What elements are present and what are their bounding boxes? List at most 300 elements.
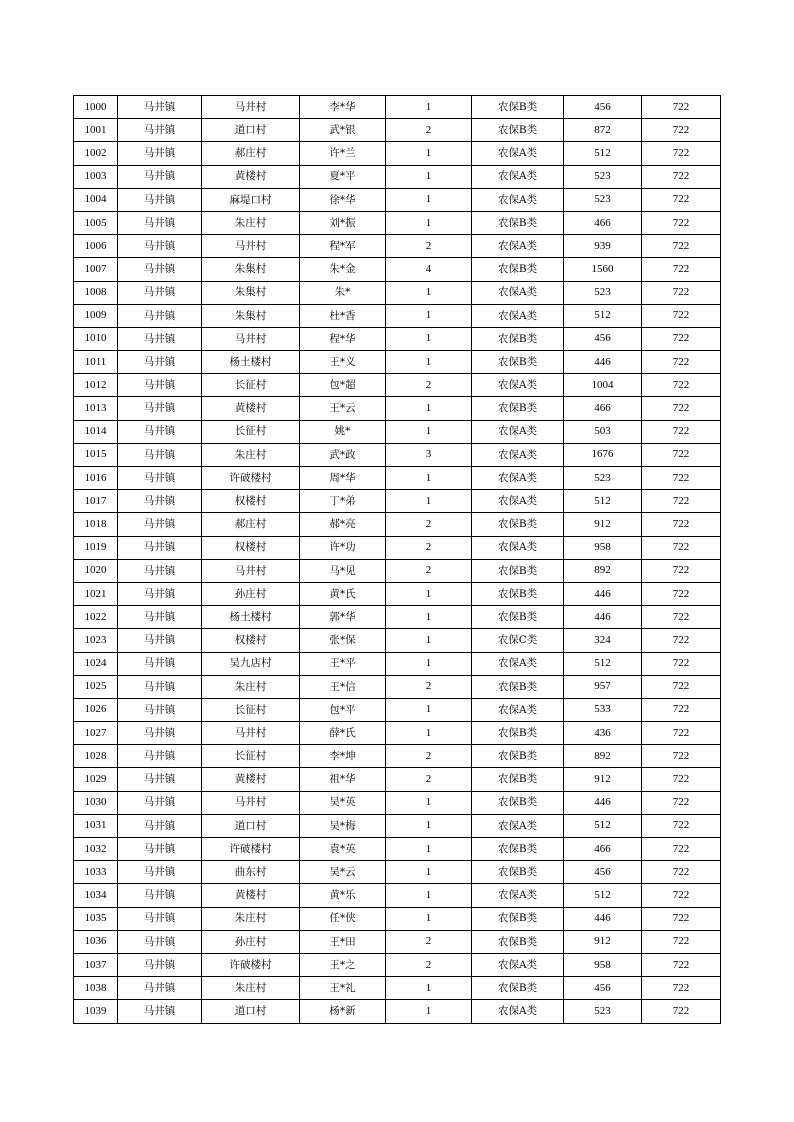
name-cell: 王*礼 [300, 977, 386, 1000]
town-cell: 马井镇 [118, 467, 202, 490]
row-id-cell: 1004 [74, 188, 118, 211]
standard-cell: 722 [642, 768, 721, 791]
category-cell: 农保B类 [472, 211, 564, 234]
village-cell: 杨土楼村 [202, 606, 300, 629]
village-cell: 孙庄村 [202, 930, 300, 953]
category-cell: 农保B类 [472, 768, 564, 791]
row-id-cell: 1012 [74, 374, 118, 397]
town-cell: 马井镇 [118, 420, 202, 443]
town-cell: 马井镇 [118, 188, 202, 211]
amount-cell: 523 [564, 188, 642, 211]
row-id-cell: 1002 [74, 142, 118, 165]
amount-cell: 324 [564, 629, 642, 652]
name-cell: 杨*新 [300, 1000, 386, 1023]
standard-cell: 722 [642, 119, 721, 142]
table-row [74, 443, 721, 466]
table-row [74, 652, 721, 675]
name-cell: 黄*乐 [300, 884, 386, 907]
amount-cell: 446 [564, 582, 642, 605]
name-cell: 薛*氏 [300, 722, 386, 745]
household-count-cell: 2 [386, 119, 472, 142]
category-cell: 农保A类 [472, 490, 564, 513]
village-cell: 黄楼村 [202, 884, 300, 907]
category-cell: 农保B类 [472, 606, 564, 629]
row-id-cell: 1009 [74, 304, 118, 327]
standard-cell: 722 [642, 722, 721, 745]
category-cell: 农保A类 [472, 652, 564, 675]
category-cell: 农保A类 [472, 536, 564, 559]
name-cell: 刘*振 [300, 211, 386, 234]
amount-cell: 912 [564, 768, 642, 791]
standard-cell: 722 [642, 235, 721, 258]
standard-cell: 722 [642, 420, 721, 443]
household-count-cell: 1 [386, 142, 472, 165]
name-cell: 朱* [300, 281, 386, 304]
table-row [74, 235, 721, 258]
name-cell: 徐*华 [300, 188, 386, 211]
category-cell: 农保A类 [472, 953, 564, 976]
category-cell: 农保B类 [472, 351, 564, 374]
standard-cell: 722 [642, 513, 721, 536]
standard-cell: 722 [642, 96, 721, 119]
row-id-cell: 1007 [74, 258, 118, 281]
standard-cell: 722 [642, 142, 721, 165]
row-id-cell: 1021 [74, 582, 118, 605]
standard-cell: 722 [642, 745, 721, 768]
row-id-cell: 1001 [74, 119, 118, 142]
town-cell: 马井镇 [118, 165, 202, 188]
household-count-cell: 2 [386, 513, 472, 536]
row-id-cell: 1020 [74, 559, 118, 582]
amount-cell: 939 [564, 235, 642, 258]
row-id-cell: 1032 [74, 838, 118, 861]
village-cell: 权楼村 [202, 490, 300, 513]
village-cell: 长征村 [202, 745, 300, 768]
row-id-cell: 1039 [74, 1000, 118, 1023]
town-cell: 马井镇 [118, 861, 202, 884]
town-cell: 马井镇 [118, 838, 202, 861]
village-cell: 麻堤口村 [202, 188, 300, 211]
village-cell: 朱集村 [202, 281, 300, 304]
village-cell: 朱庄村 [202, 211, 300, 234]
amount-cell: 466 [564, 838, 642, 861]
village-cell: 马井村 [202, 235, 300, 258]
category-cell: 农保B类 [472, 327, 564, 350]
table-row [74, 791, 721, 814]
row-id-cell: 1033 [74, 861, 118, 884]
standard-cell: 722 [642, 930, 721, 953]
standard-cell: 722 [642, 977, 721, 1000]
name-cell: 丁*弟 [300, 490, 386, 513]
name-cell: 张*保 [300, 629, 386, 652]
village-cell: 朱庄村 [202, 675, 300, 698]
household-count-cell: 2 [386, 745, 472, 768]
category-cell: 农保A类 [472, 281, 564, 304]
table-row [74, 884, 721, 907]
standard-cell: 722 [642, 791, 721, 814]
row-id-cell: 1026 [74, 698, 118, 721]
amount-cell: 892 [564, 745, 642, 768]
row-id-cell: 1028 [74, 745, 118, 768]
name-cell: 吴*云 [300, 861, 386, 884]
name-cell: 王*之 [300, 953, 386, 976]
village-cell: 道口村 [202, 814, 300, 837]
town-cell: 马井镇 [118, 235, 202, 258]
village-cell: 黄楼村 [202, 165, 300, 188]
table-row [74, 374, 721, 397]
category-cell: 农保B类 [472, 96, 564, 119]
amount-cell: 1560 [564, 258, 642, 281]
table-row [74, 629, 721, 652]
category-cell: 农保B类 [472, 907, 564, 930]
table-row [74, 513, 721, 536]
name-cell: 程*军 [300, 235, 386, 258]
records-table [73, 95, 721, 1024]
amount-cell: 957 [564, 675, 642, 698]
category-cell: 农保B类 [472, 582, 564, 605]
town-cell: 马井镇 [118, 536, 202, 559]
name-cell: 郝*亮 [300, 513, 386, 536]
village-cell: 郝庄村 [202, 513, 300, 536]
amount-cell: 512 [564, 142, 642, 165]
household-count-cell: 1 [386, 1000, 472, 1023]
amount-cell: 446 [564, 351, 642, 374]
name-cell: 王*平 [300, 652, 386, 675]
amount-cell: 466 [564, 397, 642, 420]
standard-cell: 722 [642, 1000, 721, 1023]
village-cell: 马井村 [202, 559, 300, 582]
household-count-cell: 1 [386, 281, 472, 304]
table-row [74, 165, 721, 188]
household-count-cell: 1 [386, 397, 472, 420]
standard-cell: 722 [642, 606, 721, 629]
category-cell: 农保B类 [472, 838, 564, 861]
amount-cell: 446 [564, 791, 642, 814]
row-id-cell: 1016 [74, 467, 118, 490]
standard-cell: 722 [642, 838, 721, 861]
village-cell: 黄楼村 [202, 397, 300, 420]
name-cell: 李*坤 [300, 745, 386, 768]
amount-cell: 523 [564, 467, 642, 490]
household-count-cell: 1 [386, 698, 472, 721]
category-cell: 农保B类 [472, 119, 564, 142]
village-cell: 马井村 [202, 722, 300, 745]
town-cell: 马井镇 [118, 443, 202, 466]
name-cell: 祖*华 [300, 768, 386, 791]
household-count-cell: 1 [386, 327, 472, 350]
town-cell: 马井镇 [118, 304, 202, 327]
name-cell: 李*华 [300, 96, 386, 119]
table-row [74, 582, 721, 605]
name-cell: 姚* [300, 420, 386, 443]
village-cell: 朱集村 [202, 304, 300, 327]
amount-cell: 1004 [564, 374, 642, 397]
standard-cell: 722 [642, 211, 721, 234]
town-cell: 马井镇 [118, 722, 202, 745]
town-cell: 马井镇 [118, 606, 202, 629]
name-cell: 黄*氏 [300, 582, 386, 605]
table-row [74, 698, 721, 721]
row-id-cell: 1015 [74, 443, 118, 466]
table-row [74, 722, 721, 745]
amount-cell: 1676 [564, 443, 642, 466]
household-count-cell: 1 [386, 165, 472, 188]
town-cell: 马井镇 [118, 745, 202, 768]
row-id-cell: 1014 [74, 420, 118, 443]
household-count-cell: 2 [386, 559, 472, 582]
household-count-cell: 2 [386, 930, 472, 953]
standard-cell: 722 [642, 374, 721, 397]
household-count-cell: 1 [386, 96, 472, 119]
name-cell: 马*见 [300, 559, 386, 582]
town-cell: 马井镇 [118, 884, 202, 907]
row-id-cell: 1000 [74, 96, 118, 119]
category-cell: 农保A类 [472, 698, 564, 721]
row-id-cell: 1005 [74, 211, 118, 234]
standard-cell: 722 [642, 861, 721, 884]
village-cell: 道口村 [202, 1000, 300, 1023]
table-body [74, 96, 721, 1024]
category-cell: 农保A类 [472, 235, 564, 258]
category-cell: 农保B类 [472, 559, 564, 582]
category-cell: 农保B类 [472, 930, 564, 953]
town-cell: 马井镇 [118, 930, 202, 953]
row-id-cell: 1030 [74, 791, 118, 814]
standard-cell: 722 [642, 907, 721, 930]
household-count-cell: 3 [386, 443, 472, 466]
table-row [74, 467, 721, 490]
category-cell: 农保A类 [472, 165, 564, 188]
category-cell: 农保A类 [472, 443, 564, 466]
row-id-cell: 1031 [74, 814, 118, 837]
village-cell: 黄楼村 [202, 768, 300, 791]
name-cell: 吴*英 [300, 791, 386, 814]
amount-cell: 523 [564, 165, 642, 188]
amount-cell: 958 [564, 953, 642, 976]
household-count-cell: 1 [386, 861, 472, 884]
table-row [74, 420, 721, 443]
standard-cell: 722 [642, 652, 721, 675]
name-cell: 王*田 [300, 930, 386, 953]
village-cell: 朱庄村 [202, 907, 300, 930]
amount-cell: 958 [564, 536, 642, 559]
village-cell: 杨土楼村 [202, 351, 300, 374]
village-cell: 长征村 [202, 420, 300, 443]
name-cell: 程*华 [300, 327, 386, 350]
household-count-cell: 1 [386, 304, 472, 327]
town-cell: 马井镇 [118, 698, 202, 721]
village-cell: 孙庄村 [202, 582, 300, 605]
village-cell: 曲东村 [202, 861, 300, 884]
category-cell: 农保B类 [472, 861, 564, 884]
standard-cell: 722 [642, 582, 721, 605]
table-row [74, 304, 721, 327]
standard-cell: 722 [642, 188, 721, 211]
standard-cell: 722 [642, 559, 721, 582]
standard-cell: 722 [642, 629, 721, 652]
household-count-cell: 1 [386, 582, 472, 605]
name-cell: 任*侠 [300, 907, 386, 930]
town-cell: 马井镇 [118, 907, 202, 930]
row-id-cell: 1019 [74, 536, 118, 559]
row-id-cell: 1029 [74, 768, 118, 791]
village-cell: 吴九店村 [202, 652, 300, 675]
amount-cell: 456 [564, 977, 642, 1000]
category-cell: 农保A类 [472, 188, 564, 211]
category-cell: 农保B类 [472, 258, 564, 281]
table-row [74, 119, 721, 142]
amount-cell: 892 [564, 559, 642, 582]
row-id-cell: 1035 [74, 907, 118, 930]
town-cell: 马井镇 [118, 629, 202, 652]
household-count-cell: 1 [386, 420, 472, 443]
household-count-cell: 1 [386, 814, 472, 837]
name-cell: 袁*英 [300, 838, 386, 861]
row-id-cell: 1018 [74, 513, 118, 536]
row-id-cell: 1034 [74, 884, 118, 907]
household-count-cell: 2 [386, 374, 472, 397]
row-id-cell: 1010 [74, 327, 118, 350]
amount-cell: 466 [564, 211, 642, 234]
table-row [74, 281, 721, 304]
category-cell: 农保B类 [472, 791, 564, 814]
standard-cell: 722 [642, 351, 721, 374]
village-cell: 朱庄村 [202, 443, 300, 466]
village-cell: 朱庄村 [202, 977, 300, 1000]
table-row [74, 838, 721, 861]
village-cell: 权楼村 [202, 629, 300, 652]
standard-cell: 722 [642, 698, 721, 721]
standard-cell: 722 [642, 443, 721, 466]
name-cell: 杜*香 [300, 304, 386, 327]
town-cell: 马井镇 [118, 119, 202, 142]
name-cell: 王*信 [300, 675, 386, 698]
household-count-cell: 1 [386, 629, 472, 652]
village-cell: 许破楼村 [202, 467, 300, 490]
village-cell: 马井村 [202, 327, 300, 350]
town-cell: 马井镇 [118, 96, 202, 119]
standard-cell: 722 [642, 397, 721, 420]
standard-cell: 722 [642, 467, 721, 490]
town-cell: 马井镇 [118, 582, 202, 605]
household-count-cell: 1 [386, 606, 472, 629]
household-count-cell: 1 [386, 907, 472, 930]
household-count-cell: 1 [386, 791, 472, 814]
name-cell: 武*政 [300, 443, 386, 466]
town-cell: 马井镇 [118, 351, 202, 374]
household-count-cell: 1 [386, 884, 472, 907]
amount-cell: 456 [564, 96, 642, 119]
row-id-cell: 1022 [74, 606, 118, 629]
category-cell: 农保A类 [472, 467, 564, 490]
row-id-cell: 1025 [74, 675, 118, 698]
town-cell: 马井镇 [118, 814, 202, 837]
table-row [74, 606, 721, 629]
name-cell: 夏*平 [300, 165, 386, 188]
household-count-cell: 4 [386, 258, 472, 281]
village-cell: 许破楼村 [202, 838, 300, 861]
table-row [74, 327, 721, 350]
town-cell: 马井镇 [118, 675, 202, 698]
village-cell: 许破楼村 [202, 953, 300, 976]
table-row [74, 351, 721, 374]
table-row [74, 142, 721, 165]
amount-cell: 512 [564, 884, 642, 907]
standard-cell: 722 [642, 814, 721, 837]
row-id-cell: 1038 [74, 977, 118, 1000]
name-cell: 包*超 [300, 374, 386, 397]
town-cell: 马井镇 [118, 142, 202, 165]
household-count-cell: 1 [386, 838, 472, 861]
category-cell: 农保C类 [472, 629, 564, 652]
table-row [74, 559, 721, 582]
amount-cell: 533 [564, 698, 642, 721]
town-cell: 马井镇 [118, 953, 202, 976]
town-cell: 马井镇 [118, 791, 202, 814]
amount-cell: 912 [564, 513, 642, 536]
standard-cell: 722 [642, 281, 721, 304]
table-row [74, 536, 721, 559]
town-cell: 马井镇 [118, 374, 202, 397]
town-cell: 马井镇 [118, 768, 202, 791]
amount-cell: 512 [564, 304, 642, 327]
table-row [74, 490, 721, 513]
name-cell: 王*义 [300, 351, 386, 374]
standard-cell: 722 [642, 258, 721, 281]
standard-cell: 722 [642, 884, 721, 907]
category-cell: 农保B类 [472, 745, 564, 768]
category-cell: 农保B类 [472, 397, 564, 420]
standard-cell: 722 [642, 536, 721, 559]
table-row [74, 675, 721, 698]
standard-cell: 722 [642, 327, 721, 350]
row-id-cell: 1027 [74, 722, 118, 745]
town-cell: 马井镇 [118, 327, 202, 350]
town-cell: 马井镇 [118, 281, 202, 304]
amount-cell: 523 [564, 281, 642, 304]
amount-cell: 872 [564, 119, 642, 142]
name-cell: 吴*梅 [300, 814, 386, 837]
category-cell: 农保A类 [472, 142, 564, 165]
amount-cell: 512 [564, 490, 642, 513]
standard-cell: 722 [642, 953, 721, 976]
table-row [74, 977, 721, 1000]
row-id-cell: 1024 [74, 652, 118, 675]
row-id-cell: 1003 [74, 165, 118, 188]
town-cell: 马井镇 [118, 513, 202, 536]
standard-cell: 722 [642, 490, 721, 513]
table-row [74, 768, 721, 791]
town-cell: 马井镇 [118, 1000, 202, 1023]
household-count-cell: 2 [386, 675, 472, 698]
standard-cell: 722 [642, 304, 721, 327]
table-row [74, 953, 721, 976]
table-row [74, 258, 721, 281]
row-id-cell: 1011 [74, 351, 118, 374]
town-cell: 马井镇 [118, 258, 202, 281]
table-row [74, 745, 721, 768]
town-cell: 马井镇 [118, 977, 202, 1000]
household-count-cell: 2 [386, 768, 472, 791]
category-cell: 农保B类 [472, 675, 564, 698]
table-row [74, 861, 721, 884]
category-cell: 农保B类 [472, 513, 564, 536]
town-cell: 马井镇 [118, 397, 202, 420]
table-row [74, 211, 721, 234]
name-cell: 武*银 [300, 119, 386, 142]
village-cell: 马井村 [202, 96, 300, 119]
category-cell: 农保A类 [472, 884, 564, 907]
